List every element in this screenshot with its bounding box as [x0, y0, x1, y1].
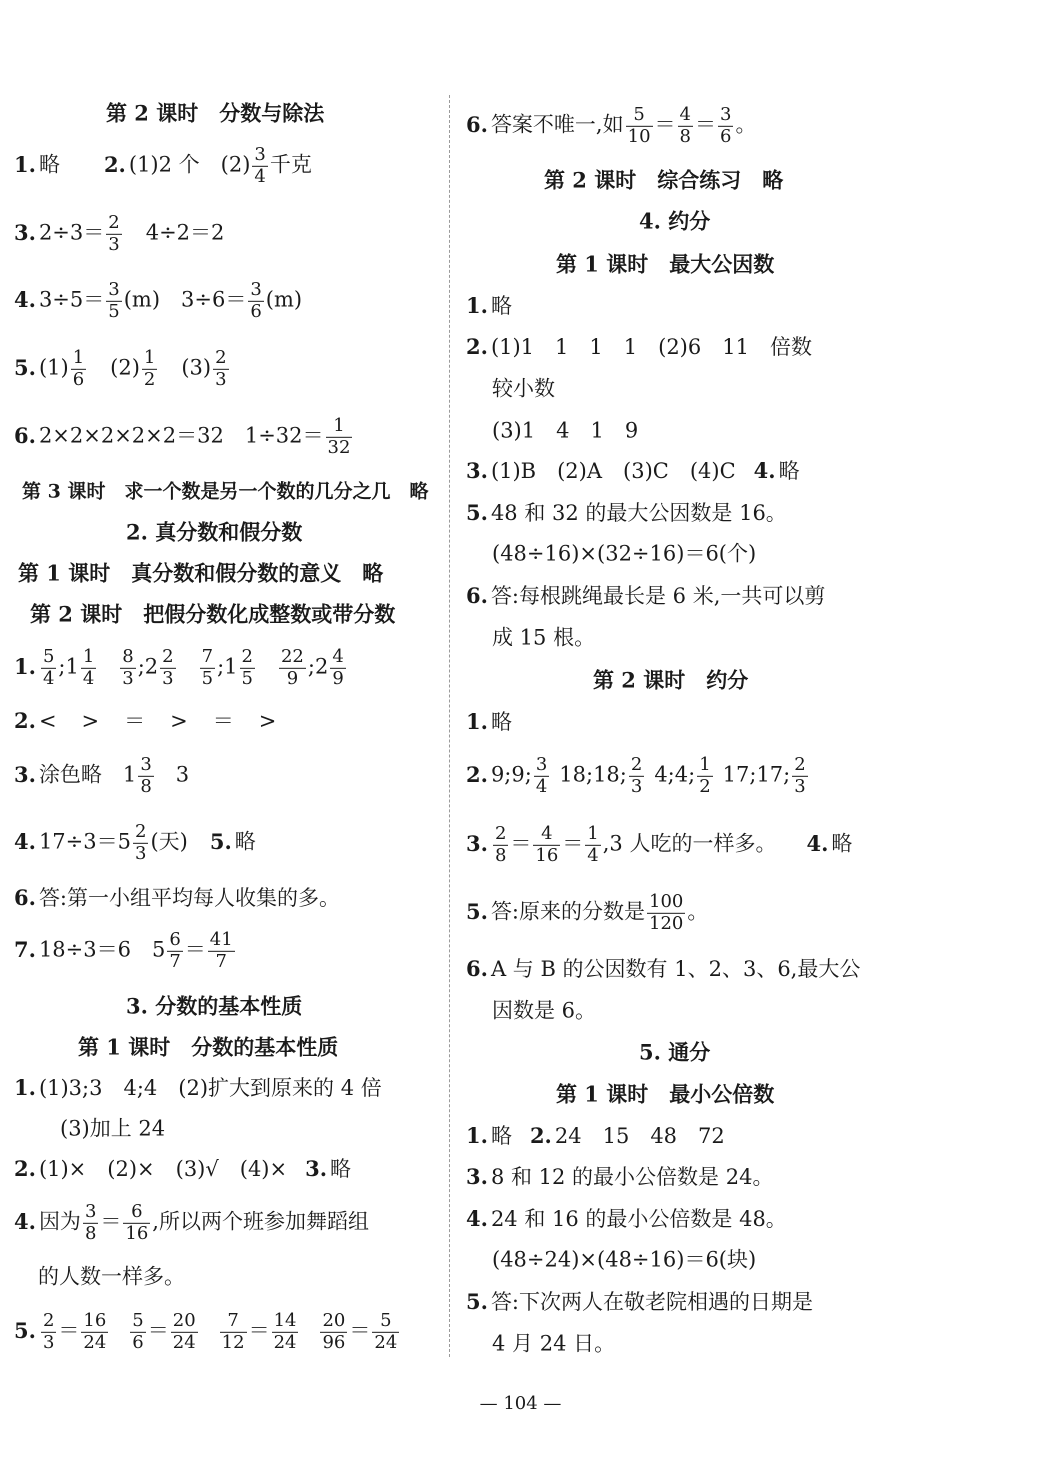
- fraction: $\frac{5}{4}$: [42, 645, 55, 689]
- answer-line-3: 3. 2÷3＝ $\frac{2}{3}$ 4÷2＝2: [14, 211, 225, 255]
- fraction: $\frac{2}{3}$: [162, 645, 174, 689]
- fraction: $\frac{8}{3}$: [122, 645, 134, 689]
- answer-line-t5-cont: 4 月 24 日。: [492, 1331, 616, 1356]
- answer-line-q5: 5. 48 和 32 的最大公因数是 16。: [466, 500, 787, 525]
- fraction: $\frac{20}{96}$: [322, 1309, 346, 1353]
- fraction: $\frac{1}{2}$: [143, 346, 156, 390]
- fraction: $\frac{3}{4}$: [535, 753, 548, 797]
- fraction: $\frac{2}{3}$: [134, 820, 147, 864]
- answer-line-s1: 1. 略: [466, 709, 512, 734]
- answer-line-m4: 4. 17÷3＝5 $\frac{2}{3}$ (天) 5. 略: [14, 820, 256, 864]
- answer-line-5: 5. (1) $\frac{1}{6}$ (2) $\frac{1}{2}$ (3) $\frac{2}{3}$: [14, 346, 227, 390]
- heading-section2-lesson2: 第 2 课时 把假分数化成整数或带分数: [30, 601, 396, 627]
- answer-line-q2-part3: (3)1 4 1 9: [492, 418, 639, 443]
- answer-line-s3: 3. $\frac{2}{8}$ ＝ $\frac{4}{16}$ ＝ $\frac{1}{4}$ ,3 人吃的一样多。 4. 略: [466, 822, 853, 866]
- fraction: $\frac{3}{8}$: [84, 1200, 97, 1244]
- fraction: $\frac{20}{24}$: [172, 1309, 196, 1353]
- fraction: $\frac{3}{5}$: [108, 278, 120, 322]
- heading-lesson-3: 第 3 课时 求一个数是另一个数的几分之几 略: [22, 480, 429, 503]
- fraction: $\frac{1}{2}$: [699, 753, 711, 797]
- answer-line-t4-cont: (48÷24)×(48÷16)＝6(块): [492, 1247, 757, 1272]
- answer-line-t1: 1. 略 2. 24 15 48 72: [466, 1123, 725, 1148]
- fraction: $\frac{3}{4}$: [254, 143, 266, 187]
- answer-line-1: 1. 略 2. (1)2 个 (2) $\frac{3}{4}$ 千克: [14, 143, 312, 187]
- heading-section2-lesson1: 第 1 课时 真分数和假分数的意义 略: [18, 560, 384, 586]
- answer-line-p4: 4. 因为 $\frac{3}{8}$ ＝ $\frac{6}{16}$ ,所以两个班参加舞蹈组: [14, 1200, 369, 1244]
- fraction: $\frac{2}{8}$: [494, 822, 507, 866]
- fraction: $\frac{2}{3}$: [794, 753, 806, 797]
- heading-section4-lesson1: 第 1 课时 最大公因数: [556, 251, 775, 277]
- fraction: $\frac{5}{6}$: [132, 1309, 144, 1353]
- answer-line-q6-cont: 成 15 根。: [492, 625, 596, 650]
- heading-section-5: 5. 通分: [639, 1039, 711, 1065]
- answer-line-t5: 5. 答:下次两人在敬老院相遇的日期是: [466, 1289, 814, 1314]
- answer-line-m2: 2. < > ＝ > ＝ >: [14, 708, 279, 733]
- fraction: $\frac{5}{10}$: [627, 103, 651, 147]
- column-divider: [449, 95, 450, 1357]
- answer-line-p1: 1. (1)3;3 4;4 (2)扩大到原来的 4 倍: [14, 1075, 382, 1100]
- fraction: $\frac{2}{5}$: [241, 645, 253, 689]
- fraction: $\frac{7}{5}$: [201, 645, 214, 689]
- fraction: $\frac{1}{32}$: [327, 414, 351, 458]
- fraction: $\frac{3}{6}$: [719, 103, 732, 147]
- answer-line-m7: 7. 18÷3＝6 5 $\frac{6}{7}$ ＝ $\frac{41}{7}$: [14, 928, 233, 972]
- answer-line-m3: 3. 涂色略 1 $\frac{3}{8}$ 3: [14, 753, 190, 797]
- fraction: $\frac{100}{120}$: [649, 890, 684, 934]
- answer-line-q1: 1. 略: [466, 293, 512, 318]
- fraction: $\frac{16}{24}$: [83, 1309, 107, 1353]
- answer-line-q6: 6. 答:每根跳绳最长是 6 米,一共可以剪: [466, 583, 826, 608]
- heading-lesson-fraction-division: 第 2 课时 分数与除法: [106, 100, 325, 126]
- fraction: $\frac{4}{16}$: [535, 822, 559, 866]
- fraction: $\frac{3}{6}$: [250, 278, 262, 322]
- fraction: $\frac{1}{6}$: [72, 346, 85, 390]
- fraction: $\frac{14}{24}$: [273, 1309, 297, 1353]
- fraction: $\frac{2}{3}$: [630, 753, 643, 797]
- heading-section4-lesson2: 第 2 课时 约分: [593, 667, 749, 693]
- answer-line-q2-cont: 较小数: [492, 376, 555, 401]
- answer-line-m1: 1. $\frac{5}{4}$ ;1 $\frac{1}{4}$ $\frac{8}{3}$ ;2 $\frac{2}{3}$ $\frac{7}{5}$ ;1 $\frac{2}{5}$ $\frac{22}{9}$ ;2 $\frac{4}{9}$: [14, 645, 344, 689]
- heading-section-2: 2. 真分数和假分数: [126, 519, 303, 545]
- fraction: $\frac{1}{4}$: [587, 822, 599, 866]
- fraction: $\frac{4}{9}$: [332, 645, 344, 689]
- heading-right-lesson2: 第 2 课时 综合练习 略: [544, 167, 784, 193]
- answer-line-q2: 2. (1)1 1 1 1 (2)6 11 倍数: [466, 334, 812, 359]
- fraction: $\frac{1}{4}$: [82, 645, 95, 689]
- fraction: $\frac{41}{7}$: [209, 928, 233, 972]
- fraction: $\frac{6}{16}$: [125, 1200, 149, 1244]
- heading-section5-lesson1: 第 1 课时 最小公倍数: [556, 1081, 775, 1107]
- answer-line-4: 4. 3÷5＝ $\frac{3}{5}$ (m) 3÷6＝ $\frac{3}{6}$ (m): [14, 278, 303, 322]
- fraction: $\frac{2}{3}$: [42, 1309, 55, 1353]
- heading-section-4: 4. 约分: [639, 208, 711, 234]
- answer-line-p1-cont: (3)加上 24: [60, 1116, 166, 1141]
- answer-line-t4: 4. 24 和 16 的最小公倍数是 48。: [466, 1206, 787, 1231]
- answer-line-r6: 6. 答案不唯一,如 $\frac{5}{10}$ ＝ $\frac{4}{8}$ ＝ $\frac{3}{6}$ 。: [466, 103, 757, 147]
- answer-line-p2: 2. (1)× (2)× (3)√ (4)× 3. 略: [14, 1156, 352, 1181]
- answer-line-s2: 2. 9;9; $\frac{3}{4}$ 18;18; $\frac{2}{3}$ 4;4; $\frac{1}{2}$ 17;17; $\frac{2}{3}$: [466, 753, 806, 797]
- answer-line-q5-cont: (48÷16)×(32÷16)＝6(个): [492, 541, 757, 566]
- page-number: — 104 —: [479, 1393, 562, 1414]
- answer-line-m6: 6. 答:第一小组平均每人收集的多。: [14, 885, 341, 910]
- fraction: $\frac{7}{12}$: [221, 1309, 245, 1353]
- heading-section3-lesson1: 第 1 课时 分数的基本性质: [78, 1034, 339, 1060]
- fraction: $\frac{4}{8}$: [679, 103, 691, 147]
- answer-line-s6-cont: 因数是 6。: [492, 998, 597, 1023]
- heading-section-3: 3. 分数的基本性质: [126, 993, 303, 1019]
- answer-line-p4-cont: 的人数一样多。: [38, 1264, 185, 1289]
- fraction: $\frac{2}{3}$: [108, 211, 120, 255]
- fraction: $\frac{3}{8}$: [140, 753, 152, 797]
- answer-line-s5: 5. 答:原来的分数是 $\frac{100}{120}$ 。: [466, 890, 709, 934]
- fraction: $\frac{5}{24}$: [374, 1309, 398, 1353]
- answer-line-6: 6. 2×2×2×2×2＝32 1÷32＝ $\frac{1}{32}$: [14, 414, 351, 458]
- answer-line-p5: 5. $\frac{2}{3}$ ＝ $\frac{16}{24}$ $\frac{5}{6}$ ＝ $\frac{20}{24}$ $\frac{7}{12}$ ＝ $\frac{14}{24}$ $\frac{20}{96}$ ＝ $\frac{5}{24}$: [14, 1309, 398, 1353]
- fraction: $\frac{6}{7}$: [169, 928, 181, 972]
- answer-line-q3: 3. (1)B (2)A (3)C (4)C 4. 略: [466, 458, 800, 483]
- fraction: $\frac{22}{9}$: [280, 645, 304, 689]
- answer-line-s6: 6. A 与 B 的公因数有 1、2、3、6,最大公: [466, 956, 861, 981]
- fraction: $\frac{2}{3}$: [215, 346, 227, 390]
- answer-line-t3: 3. 8 和 12 的最小公倍数是 24。: [466, 1164, 774, 1189]
